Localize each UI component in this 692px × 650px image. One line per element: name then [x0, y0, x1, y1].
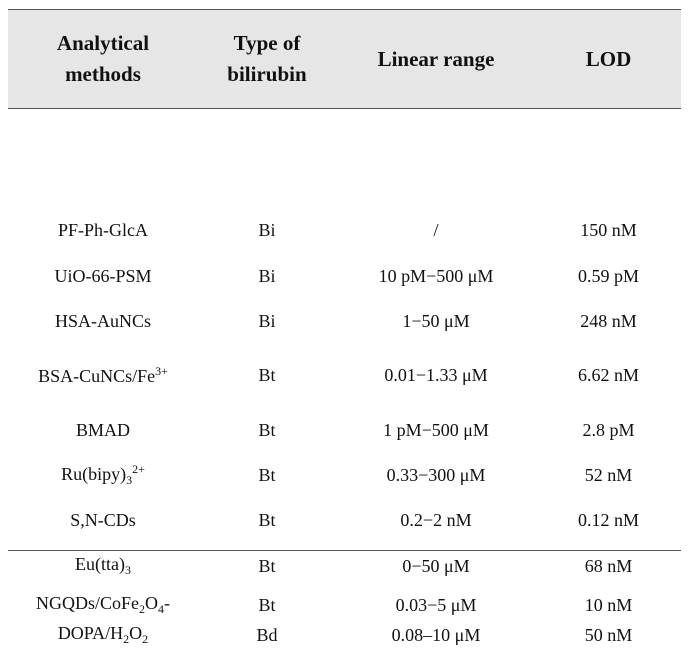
- cell-method: PF-Ph-GlcA: [57, 219, 148, 240]
- table-row: [8, 360, 681, 390]
- table-row: [8, 215, 681, 245]
- cell-lod: 68 nM: [584, 555, 633, 576]
- cell-range: 10 pM−500 μM: [378, 265, 494, 286]
- method-text: NGQDs/CoFe: [35, 593, 139, 613]
- table-row: [8, 306, 681, 336]
- header-linear-range: Linear range: [377, 46, 495, 71]
- header-text: methods: [65, 62, 141, 86]
- method-subscript: 3: [126, 473, 133, 487]
- cell-lod: 10 nM: [584, 594, 633, 615]
- cell-method: [8, 551, 198, 581]
- table-row: [8, 551, 681, 581]
- cell-method: HSA-AuNCs: [54, 310, 151, 331]
- cell-lod: 2.8 pM: [582, 419, 635, 440]
- method-text: Ru(bipy): [61, 464, 127, 484]
- cell-method: UiO-66-PSM: [54, 265, 152, 286]
- cell-method: BMAD: [75, 419, 130, 440]
- cell-lod: 6.62 nM: [577, 364, 639, 385]
- table-bottom-rule: [8, 550, 681, 551]
- cell-range: 1 pM−500 μM: [383, 419, 489, 440]
- cell-method: [8, 360, 198, 390]
- cell-method: [8, 620, 198, 650]
- cell-type: Bt: [258, 594, 276, 615]
- method-text: -: [164, 593, 170, 613]
- cell-type: Bt: [258, 509, 276, 530]
- method-text: DOPA/H: [57, 623, 124, 643]
- cell-method: S,N-CDs: [70, 509, 136, 530]
- method-subscript: 4: [158, 602, 164, 616]
- cell-lod: 0.59 pM: [577, 265, 639, 286]
- cell-range: 0.03−5 μM: [395, 594, 477, 615]
- table-row: [8, 460, 681, 490]
- cell-range: 0−50 μM: [402, 555, 470, 576]
- cell-range: 0.2−2 nM: [400, 509, 472, 530]
- comparison-table: [8, 9, 681, 646]
- cell-type: Bd: [256, 624, 278, 645]
- header-type-of-bilirubin: [198, 10, 336, 108]
- method-text: Eu(tta): [75, 554, 125, 574]
- header-lod: LOD: [585, 46, 632, 71]
- cell-lod: 50 nM: [584, 624, 633, 645]
- cell-type: Bt: [258, 464, 276, 485]
- cell-lod: 150 nM: [580, 219, 637, 240]
- cell-range: 0.08–10 μM: [391, 624, 481, 645]
- method-superscript: 2+: [132, 462, 145, 476]
- method-text: BSA-CuNCs/Fe: [38, 365, 156, 386]
- header-text: bilirubin: [227, 62, 307, 86]
- cell-type: Bt: [258, 555, 276, 576]
- method-subscript: 2: [142, 632, 149, 646]
- cell-method: [8, 460, 198, 490]
- table-row: [8, 590, 681, 620]
- cell-type: Bt: [258, 364, 276, 385]
- cell-lod: 248 nM: [580, 310, 637, 331]
- cell-type: Bt: [258, 419, 276, 440]
- method-subscript: 3: [124, 563, 131, 577]
- method-text: O: [145, 593, 158, 613]
- cell-type: Bi: [258, 265, 276, 286]
- header-text: Analytical: [56, 31, 150, 55]
- method-superscript: 3+: [155, 363, 168, 378]
- method-text: O: [129, 623, 143, 643]
- table-row: [8, 261, 681, 291]
- cell-range: 0.01−1.33 μM: [384, 364, 488, 385]
- method-subscript: 2: [139, 602, 145, 616]
- table-row: [8, 620, 681, 650]
- cell-type: Bi: [258, 219, 276, 240]
- header-text: Type of: [233, 31, 301, 55]
- method-subscript: 2: [123, 632, 130, 646]
- header-analytical-methods: [8, 10, 198, 108]
- table-row: [8, 505, 681, 535]
- cell-lod: 52 nM: [584, 464, 633, 485]
- cell-lod: 0.12 nM: [577, 509, 639, 530]
- cell-range: /: [433, 219, 439, 240]
- cell-method: [8, 590, 198, 620]
- cell-range: 0.33−300 μM: [386, 464, 486, 485]
- table-row: [8, 415, 681, 445]
- cell-type: Bi: [258, 310, 276, 331]
- table-header: [8, 9, 681, 109]
- cell-range: 1−50 μM: [402, 310, 470, 331]
